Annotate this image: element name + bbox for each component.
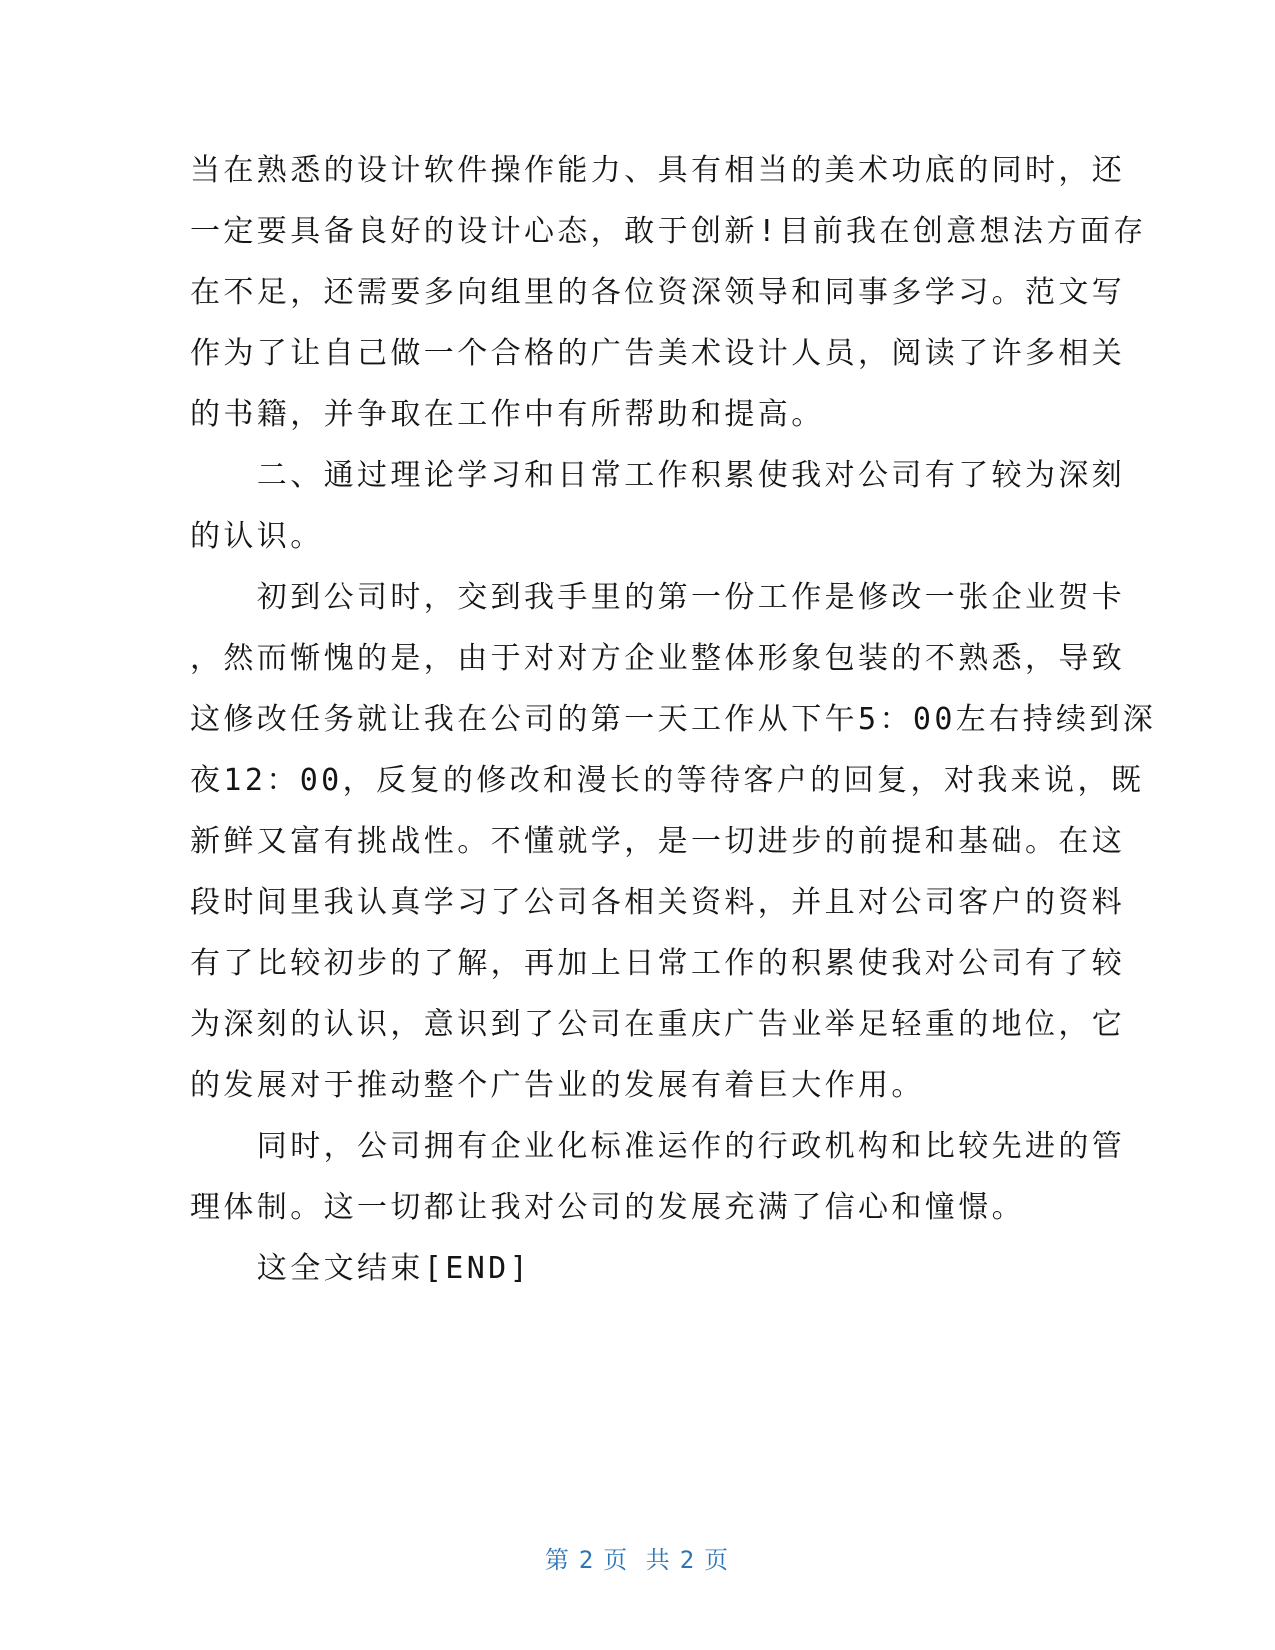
body-line: 当在熟悉的设计软件操作能力、具有相当的美术功底的同时，还 bbox=[190, 153, 1126, 188]
body-line: 这修改任务就让我在公司的第一天工作从下午5：00左右持续到深 bbox=[190, 702, 1157, 737]
total-pages-number: 2 bbox=[679, 1546, 697, 1574]
body-line: 为深刻的认识，意识到了公司在重庆广告业举足轻重的地位，它 bbox=[190, 1007, 1126, 1042]
section-heading-line: 二、通过理论学习和日常工作积累使我对公司有了较为深刻 bbox=[190, 458, 1126, 493]
body-line: 的发展对于推动整个广告业的发展有着巨大作用。 bbox=[190, 1068, 925, 1103]
body-line: 的书籍，并争取在工作中有所帮助和提高。 bbox=[190, 397, 825, 432]
body-line: 在不足，还需要多向组里的各位资深领导和同事多学习。范文写 bbox=[190, 275, 1126, 310]
body-line: 段时间里我认真学习了公司各相关资料，并且对公司客户的资料 bbox=[190, 885, 1126, 920]
page-label-mid: 页 共 bbox=[603, 1546, 672, 1574]
body-line: 作为了让自己做一个合格的广告美术设计人员，阅读了许多相关 bbox=[190, 336, 1126, 371]
end-line: 这全文结束[END] bbox=[190, 1251, 532, 1286]
page-label-prefix: 第 bbox=[544, 1546, 571, 1574]
page-label-suffix: 页 bbox=[704, 1546, 731, 1574]
body-line: 的认识。 bbox=[190, 519, 324, 554]
body-line: 初到公司时，交到我手里的第一份工作是修改一张企业贺卡 bbox=[190, 580, 1126, 615]
current-page-number: 2 bbox=[578, 1546, 596, 1574]
body-line: 新鲜又富有挑战性。不懂就学，是一切进步的前提和基础。在这 bbox=[190, 824, 1126, 859]
body-line: 夜12：00，反复的修改和漫长的等待客户的回复，对我来说，既 bbox=[190, 763, 1145, 798]
body-line: 有了比较初步的了解，再加上日常工作的积累使我对公司有了较 bbox=[190, 946, 1126, 981]
document-body bbox=[190, 140, 1157, 1299]
body-line: 理体制。这一切都让我对公司的发展充满了信心和憧憬。 bbox=[190, 1190, 1025, 1225]
page-number-footer bbox=[0, 1540, 1275, 1575]
body-line: ，然而惭愧的是，由于对对方企业整体形象包装的不熟悉，导致 bbox=[190, 641, 1126, 676]
body-line: 一定要具备良好的设计心态，敢于创新!目前我在创意想法方面存 bbox=[190, 214, 1147, 249]
body-line: 同时，公司拥有企业化标准运作的行政机构和比较先进的管 bbox=[190, 1129, 1126, 1164]
